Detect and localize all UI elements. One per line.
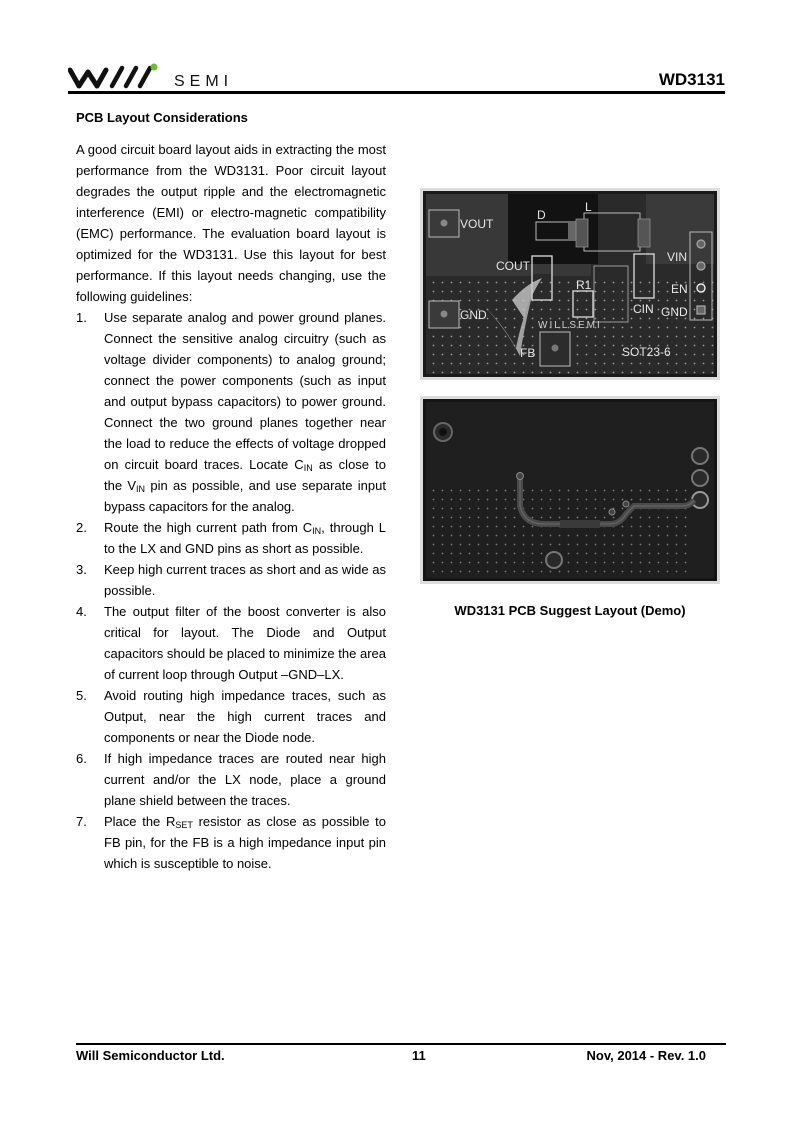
page-number: 11 (412, 1048, 426, 1063)
subscript: IN (136, 484, 146, 494)
list-text: as close to the V (104, 457, 386, 493)
label-vin: VIN (667, 250, 688, 264)
label-en: EN (671, 282, 688, 296)
list-text: The output filter of the boost converter is also critical for layout. The Diode and Output capacitors should be placed to minimize the area of current loop through Output –GND–LX. (104, 604, 386, 682)
list-text: Avoid routing high impedance traces, such as Output, near the high current traces and components or near the Diode node. (104, 688, 386, 745)
list-number: 3. (76, 562, 87, 577)
list-text: Use separate analog and power ground planes. Connect the sensitive analog circuitry (such as voltage divider components) to analog ground; connect the power components (such as input and output bypass capacitors) to power ground. Connect the two ground planes together near the load to reduce the effects of voltage dropped on circuit board traces. Locate C (104, 310, 386, 472)
list-text: Route the high current path from C (104, 520, 313, 535)
list-text: pin as possible, and use separate input bypass capacitors for the analog. (104, 478, 386, 514)
list-text: resistor as close as possible to FB pin, for the FB is a high impedance input pin which is susceptible to noise. (104, 814, 387, 871)
footer-company: Will Semiconductor Ltd. (76, 1048, 225, 1063)
pcb-top-layer (420, 188, 720, 380)
list-item (76, 748, 386, 811)
figure-caption: WD3131 PCB Suggest Layout (Demo) (454, 603, 686, 618)
body-text (76, 139, 386, 874)
pcb-figure (420, 188, 720, 584)
label-vout: VOUT (460, 217, 494, 231)
label-l: L (585, 200, 592, 214)
label-cin: CIN (633, 302, 654, 316)
label-gnd-left: GND (460, 308, 487, 322)
intro-paragraph: A good circuit board layout aids in extracting the most performance from the WD3131. Poor circuit layout degrades the output ripple and the electromagnetic interference (EMI) or electro-magnetic compatibility (EMC) performance. The evaluation board layout is optimized for the WD3131. Use this layout for best performance. If this layout needs changing, use the following guidelines: (76, 142, 386, 304)
footer-rule (76, 1043, 726, 1045)
guidelines-list (76, 307, 386, 874)
document-id: WD3131 (658, 70, 725, 89)
pcb-bottom-layer (420, 396, 720, 584)
list-item (76, 811, 386, 874)
list-item (76, 601, 386, 685)
label-fb: FB (520, 346, 536, 360)
footer-revision: Nov, 2014 - Rev. 1.0 (586, 1048, 706, 1063)
list-text: , through L to the LX and GND pins as short as possible. (104, 520, 386, 556)
list-item (76, 517, 386, 559)
list-number: 5. (76, 688, 87, 703)
list-text: If high impedance traces are routed near high current and/or the LX node, place a ground plane shield between the traces. (104, 751, 386, 808)
subscript: SET (175, 820, 193, 830)
header-rule (68, 91, 725, 94)
list-number: 7. (76, 814, 87, 829)
list-number: 4. (76, 604, 87, 619)
label-gnd-right: GND (661, 305, 688, 319)
list-item (76, 559, 386, 601)
list-number: 6. (76, 751, 87, 766)
list-text: Keep high current traces as short and as wide as possible. (104, 562, 386, 598)
subscript: IN (303, 463, 313, 473)
section-title: PCB Layout Considerations (76, 110, 248, 125)
list-item (76, 307, 386, 517)
label-watermark: WILLSEMI (538, 320, 602, 331)
label-cout: COUT (496, 259, 530, 273)
logo-wordmark: SEMI (174, 73, 234, 90)
willsemi-logo (68, 62, 268, 92)
label-d: D (537, 208, 546, 222)
label-package: SOT23-6 (622, 345, 671, 359)
list-text: Place the R (104, 814, 176, 829)
list-number: 1. (76, 310, 87, 325)
list-number: 2. (76, 520, 87, 535)
page-header (68, 56, 725, 96)
figure-gap (420, 380, 720, 396)
label-r1: R1 (576, 278, 592, 292)
list-item (76, 685, 386, 748)
subscript: IN (312, 526, 322, 536)
